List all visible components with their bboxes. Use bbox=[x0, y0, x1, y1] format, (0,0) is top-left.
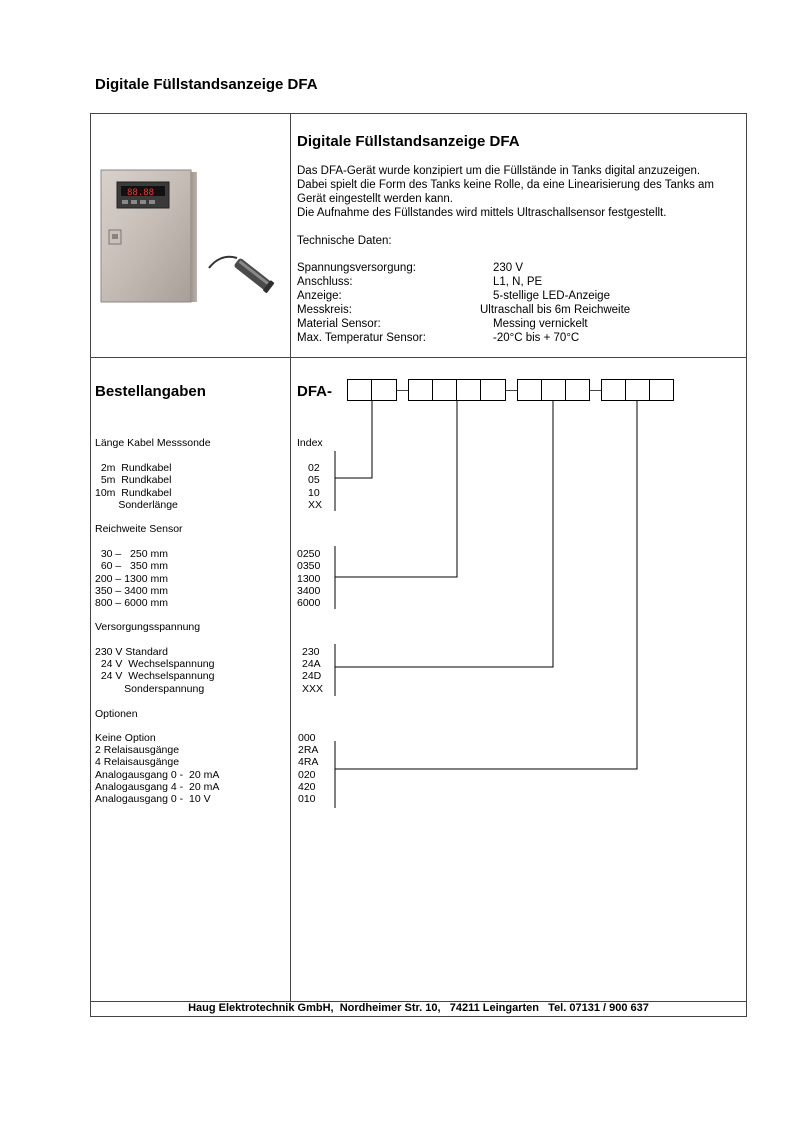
option-code: XX bbox=[308, 499, 323, 511]
option-label: 2 Relaisausgänge bbox=[95, 744, 180, 756]
code-separator bbox=[590, 390, 601, 391]
option-label: Analogausgang 0 - 20 mA bbox=[95, 769, 220, 781]
option-code: 05 bbox=[308, 474, 320, 486]
group-title-cable: Länge Kabel Messsonde bbox=[95, 437, 211, 449]
code-digit-box bbox=[565, 379, 590, 401]
option-label: 350 – 3400 mm bbox=[95, 585, 168, 597]
code-digit-box bbox=[347, 379, 372, 401]
code-digit-box bbox=[625, 379, 650, 401]
option-label: 60 – 350 mm bbox=[95, 560, 168, 572]
description-line: Dabei spielt die Form des Tanks keine Rolle, da eine Linearisierung des Tanks am bbox=[297, 179, 714, 191]
description-line: Gerät eingestellt werden kann. bbox=[297, 193, 453, 205]
index-label: Index bbox=[297, 437, 323, 449]
option-code: 6000 bbox=[297, 597, 321, 609]
product-description bbox=[297, 164, 742, 220]
tech-data-heading: Technische Daten: bbox=[297, 235, 392, 247]
option-label: 24 V Wechselspannung bbox=[95, 658, 215, 670]
option-code: 020 bbox=[298, 769, 316, 781]
option-code: 2RA bbox=[298, 744, 319, 756]
description-line: Die Aufnahme des Füllstandes wird mittels Ultraschallsensor festgestellt. bbox=[297, 207, 667, 219]
option-label: 230 V Standard bbox=[95, 646, 168, 658]
option-code: 000 bbox=[298, 732, 316, 744]
spec-value: Ultraschall bis 6m Reichweite bbox=[480, 304, 631, 316]
option-code: 230 bbox=[302, 646, 320, 658]
spec-label: Anschluss: bbox=[297, 276, 353, 288]
spec-value: L1, N, PE bbox=[493, 276, 543, 288]
option-code: 0350 bbox=[297, 560, 321, 572]
option-label: 24 V Wechselspannung bbox=[95, 670, 215, 682]
option-code: 1300 bbox=[297, 573, 321, 585]
option-label: 2m Rundkabel bbox=[95, 462, 172, 474]
option-code: 420 bbox=[298, 781, 316, 793]
code-digit-box bbox=[601, 379, 626, 401]
option-code: 24A bbox=[302, 658, 321, 670]
option-label: Sonderlänge bbox=[95, 499, 178, 511]
spec-label: Spannungsversorgung: bbox=[297, 262, 416, 274]
option-code: 4RA bbox=[298, 756, 319, 768]
spec-label: Messkreis: bbox=[297, 304, 352, 316]
group-title-voltage: Versorgungsspannung bbox=[95, 621, 201, 633]
option-label: 800 – 6000 mm bbox=[95, 597, 168, 609]
spec-label: Max. Temperatur Sensor: bbox=[297, 332, 426, 344]
company-footer: Haug Elektrotechnik GmbH, Nordheimer Str. 10, 74211 Leingarten Tel. 07131 / 900 637 bbox=[188, 1002, 649, 1014]
option-code: 24D bbox=[302, 670, 322, 682]
option-label: 5m Rundkabel bbox=[95, 474, 172, 486]
option-label: 4 Relaisausgänge bbox=[95, 756, 180, 768]
option-label: 10m Rundkabel bbox=[95, 487, 172, 499]
product-title: Digitale Füllstandsanzeige DFA bbox=[297, 133, 520, 150]
option-code: XXX bbox=[302, 683, 324, 695]
spec-value: 5-stellige LED-Anzeige bbox=[493, 290, 610, 302]
column-divider bbox=[290, 113, 291, 1002]
order-code-prefix: DFA- bbox=[297, 383, 332, 400]
code-digit-box bbox=[649, 379, 674, 401]
option-code: 010 bbox=[298, 793, 316, 805]
code-digit-box bbox=[517, 379, 542, 401]
option-label: 200 – 1300 mm bbox=[95, 573, 168, 585]
section-divider bbox=[90, 357, 747, 358]
code-digit-box bbox=[408, 379, 433, 401]
option-label: Analogausgang 4 - 20 mA bbox=[95, 781, 220, 793]
option-label: Sonderspannung bbox=[95, 683, 205, 695]
page-title: Digitale Füllstandsanzeige DFA bbox=[95, 76, 318, 93]
option-code: 0250 bbox=[297, 548, 321, 560]
code-separator bbox=[506, 390, 517, 391]
spec-value: -20°C bis + 70°C bbox=[493, 332, 580, 344]
spec-value: 230 V bbox=[493, 262, 524, 274]
group-title-range: Reichweite Sensor bbox=[95, 523, 183, 535]
option-code: 10 bbox=[308, 487, 320, 499]
spec-label: Anzeige: bbox=[297, 290, 342, 302]
device-illustration bbox=[97, 168, 277, 308]
code-digit-box bbox=[371, 379, 397, 401]
group-title-options: Optionen bbox=[95, 708, 138, 720]
spec-label: Material Sensor: bbox=[297, 318, 381, 330]
code-separator bbox=[397, 390, 408, 391]
code-digit-box bbox=[432, 379, 457, 401]
spec-value: Messing vernickelt bbox=[493, 318, 588, 330]
option-label: 30 – 250 mm bbox=[95, 548, 168, 560]
code-digit-box bbox=[456, 379, 481, 401]
order-heading: Bestellangaben bbox=[95, 383, 206, 400]
option-label: Keine Option bbox=[95, 732, 156, 744]
description-line: Das DFA-Gerät wurde konzipiert um die Füllstände in Tanks digital anzuzeigen. bbox=[297, 165, 701, 177]
code-digit-box bbox=[541, 379, 566, 401]
option-label: Analogausgang 0 - 10 V bbox=[95, 793, 211, 805]
led-display: 88.88 bbox=[127, 188, 155, 198]
option-code: 3400 bbox=[297, 585, 321, 597]
product-photo bbox=[97, 168, 277, 308]
code-digit-box bbox=[480, 379, 506, 401]
option-code: 02 bbox=[308, 462, 320, 474]
